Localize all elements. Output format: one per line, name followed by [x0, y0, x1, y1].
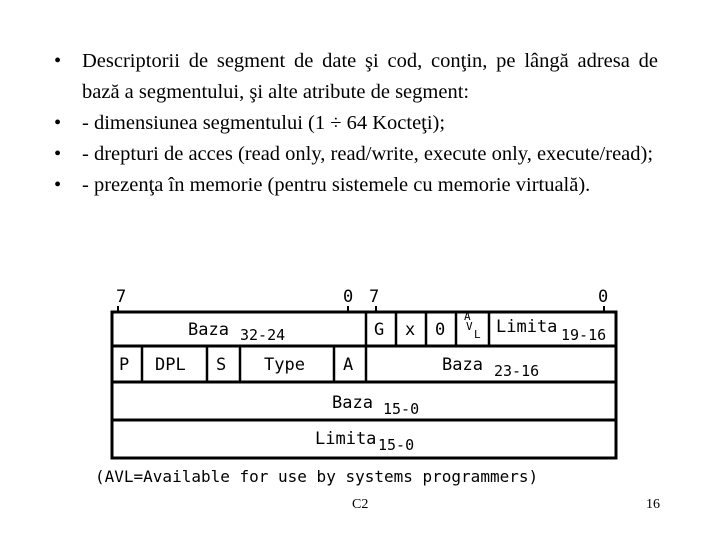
bit-label-right-7: 7: [369, 287, 380, 307]
avl-caption: (AVL=Available for use by systems programmers): [95, 467, 539, 486]
row1-baza-subscript: 32-24: [240, 326, 286, 344]
flag-zero: 0: [435, 320, 446, 340]
field-type: Type: [264, 355, 305, 375]
row2-baza-label: Baza: [442, 355, 483, 375]
row3-baza-label: Baza: [332, 393, 373, 413]
flag-avl-v: V: [466, 320, 473, 333]
flag-g: G: [374, 320, 385, 340]
row2-baza-subscript: 23-16: [494, 362, 540, 380]
row1-limita-subscript: 19-16: [561, 326, 607, 344]
bullet-text: - drepturi de acces (read only, read/write, execute only, execute/read);: [82, 143, 654, 165]
bullet-text: Descriptorii de segment de date şi cod, conţin, pe lângă adresa de bază a segmentului, şi alte atribute de segment:: [82, 50, 658, 103]
footer-chapter: C2: [352, 497, 369, 512]
flag-s: S: [216, 355, 227, 375]
flag-avl-l: L: [474, 328, 481, 341]
page-number: 16: [646, 497, 660, 512]
row3-baza-subscript: 15-0: [383, 400, 420, 418]
bullet-glyph: •: [54, 112, 62, 134]
flag-a: A: [343, 355, 354, 375]
row1-baza-label: Baza: [188, 320, 229, 340]
bullet-glyph: •: [54, 50, 62, 72]
bullet-glyph: •: [54, 143, 62, 165]
bullet-glyph: •: [54, 174, 62, 196]
flag-avl-a: A: [464, 310, 471, 323]
bullet-text: - prezenţa în memorie (pentru sistemele cu memorie virtuală).: [82, 174, 591, 196]
bit-label-right-0: 0: [598, 287, 609, 307]
bit-label-left-7: 7: [116, 287, 127, 307]
row4-limita-label: Limita: [315, 429, 377, 449]
flag-x: x: [405, 320, 416, 340]
field-dpl: DPL: [155, 355, 186, 375]
flag-p: P: [119, 355, 130, 375]
row4-limita-subscript: 15-0: [378, 436, 415, 454]
bit-label-left-0: 0: [343, 287, 354, 307]
bullet-text: - dimensiunea segmentului (1 ÷ 64 Kocteţi);: [82, 112, 446, 134]
row1-limita-label: Limita: [496, 317, 558, 337]
